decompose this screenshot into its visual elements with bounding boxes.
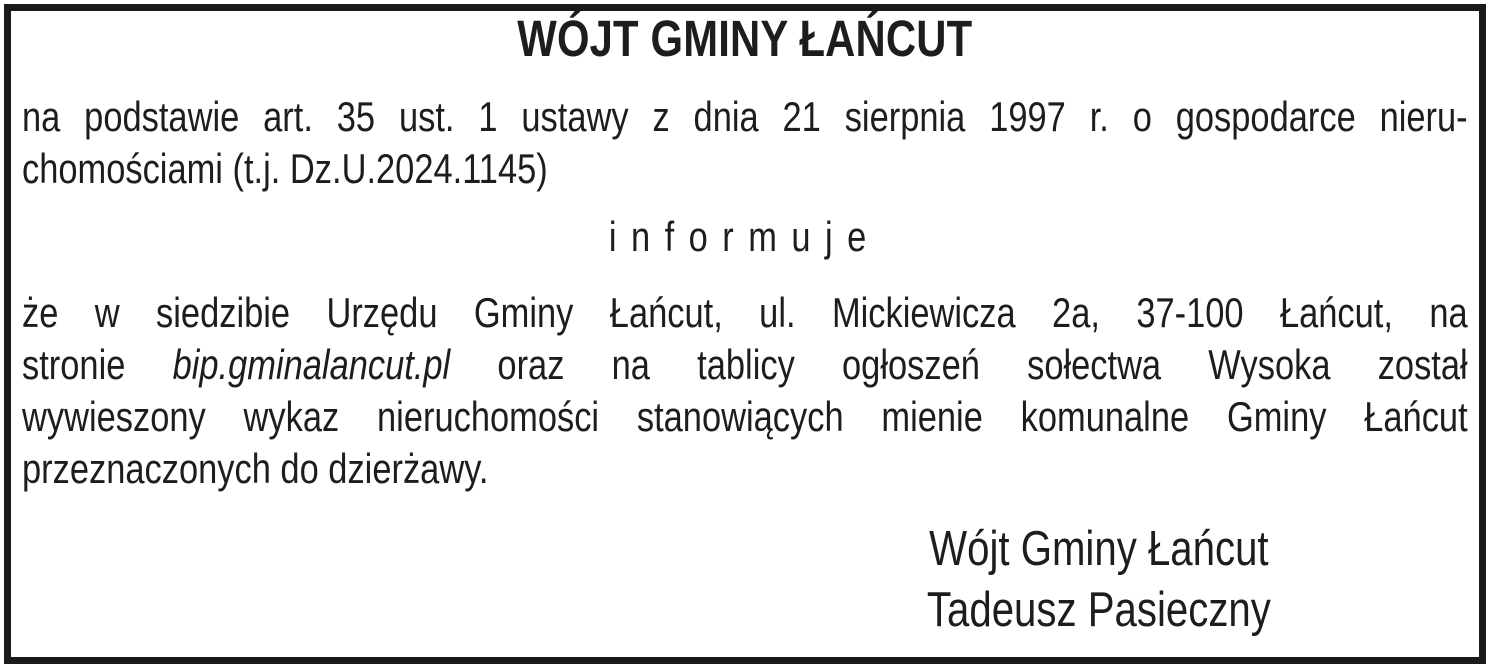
body-line-4: przeznaczonych do dzierżawy.	[22, 445, 489, 492]
legal-basis-line-2: chomościami (t.j. Dz.U.2024.1145)	[22, 145, 548, 192]
body-line-3: wywieszony wykaz nieruchomości stanowiących mienie komunalne Gminy Łańcut	[22, 393, 1468, 440]
body-line-1: że w siedzibie Urzędu Gminy Łańcut, ul. Mickiewicza 2a, 37-100 Łańcut, na	[22, 289, 1468, 336]
body-line-2-website: bip.gminalancut.pl	[172, 341, 451, 388]
legal-basis-line-1: na podstawie art. 35 ust. 1 ustawy z dnia 21 sierpnia 1997 r. o gospodarce nieru-	[22, 93, 1468, 140]
notice-content	[22, 11, 1468, 641]
body-line-2	[22, 339, 1468, 391]
signature-block	[927, 519, 1271, 641]
notice-title: WÓJT GMINY ŁAŃCUT	[517, 10, 973, 67]
notice-border-frame	[4, 4, 1486, 664]
body-line-2-prefix: stronie	[22, 341, 126, 388]
legal-basis-paragraph	[22, 91, 1468, 195]
informs-word: informuje	[608, 213, 881, 260]
body-line-2-suffix: oraz na tablicy ogłoszeń sołectwa Wysoka został	[497, 341, 1468, 388]
body-paragraph	[22, 287, 1468, 495]
signature-role: Wójt Gminy Łańcut	[929, 522, 1269, 576]
signature-name: Tadeusz Pasieczny	[926, 583, 1271, 637]
